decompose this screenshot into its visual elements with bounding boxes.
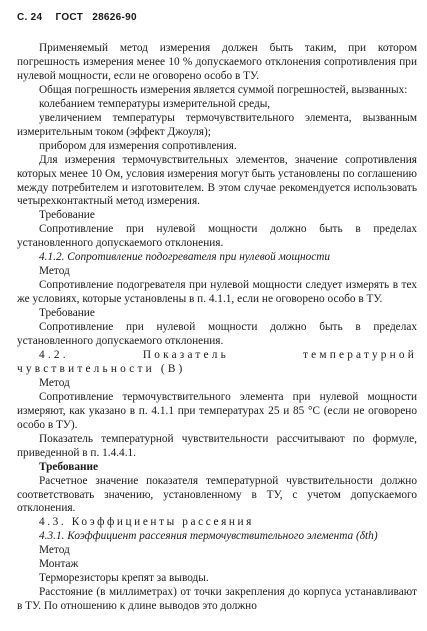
paragraph: Расстояние (в миллиметрах) от точки закрепления до корпуса устанавливают в ТУ. По отношению к длине выводов это должно <box>17 586 417 613</box>
paragraph: Применяемый метод измерения должен быть таким, при котором погрешность измерения менее 10 % допускаемого отклонения сопротивления при нулевой мощности, если не оговорено особо в ТУ. <box>17 42 417 82</box>
paragraph: Сопротивление при нулевой мощности должно быть в пределах установленного допускаемого отклонения. <box>17 223 417 250</box>
subheading-requirement: Требование <box>39 209 95 222</box>
document-body <box>17 42 417 614</box>
subheading-method: Метод <box>39 265 70 278</box>
paragraph: Сопротивление термочувствительного элемента при нулевой мощности измеряют, как указано в п. 4.1.1 при температурах 25 и 85 °С (если не оговорено особо в ТУ). <box>17 390 417 431</box>
section-heading-4-1-2: 4.1.2. Сопротивление подогревателя при нулевой мощности <box>39 251 331 264</box>
paragraph: увеличением температуры термочувствительного элемента, вызванным измерительным током (эффект Джоуля); <box>17 111 417 138</box>
standard-label: ГОСТ <box>55 12 84 23</box>
paragraph: Показатель температурной чувствительности рассчитывают по формуле, приведенной в п. 1.4.4.1. <box>17 432 417 459</box>
standard-number: 28626-90 <box>92 12 137 23</box>
paragraph: Сопротивление при нулевой мощности должно быть в пределах установленного допускаемого отклонения. <box>17 321 417 348</box>
page-number: С. 24 <box>17 12 43 23</box>
paragraph: Расчетное значение показателя температурной чувствительности должно соответствовать значению, установленному в ТУ, с учетом допускаемого отклонения. <box>17 474 417 515</box>
paragraph: Сопротивление подогревателя при нулевой мощности следует измерять в тех же условиях, которые установлены в п. 4.1.1, если не оговорено особо в ТУ. <box>17 279 417 306</box>
document-page <box>17 10 417 614</box>
section-heading-4-3-1: 4.3.1. Коэффициент рассеяния термочувствительного элемента (δth) <box>39 530 378 543</box>
paragraph: Для измерения термочувствительных элементов, значение сопротивления которых менее 10 Ом, условия измерения могут быть установлены по соглашению между потребителем и изготовителем. В этом случае рекомендуется использовать четырехконтактный метод измерения. <box>17 153 417 208</box>
subheading-requirement: Требование <box>39 460 99 473</box>
subheading-requirement: Требование <box>39 307 95 320</box>
paragraph: Общая погрешность измерения является суммой погрешностей, вызванных: <box>39 83 408 96</box>
subheading-mounting: Монтаж <box>39 558 79 571</box>
subheading-method: Метод <box>39 376 70 389</box>
paragraph: прибором для измерения сопротивления. <box>39 139 237 152</box>
section-heading-4-2: 4.2. Показатель температурной чувствительности (B) <box>17 348 417 375</box>
subheading-method: Метод <box>39 544 70 557</box>
section-heading-4-3: 4.3. Коэффициенты рассеяния <box>39 516 254 529</box>
paragraph: Терморезисторы крепят за выводы. <box>39 572 209 585</box>
page-header <box>17 10 417 26</box>
paragraph: колебанием температуры измерительной среды, <box>39 97 271 110</box>
